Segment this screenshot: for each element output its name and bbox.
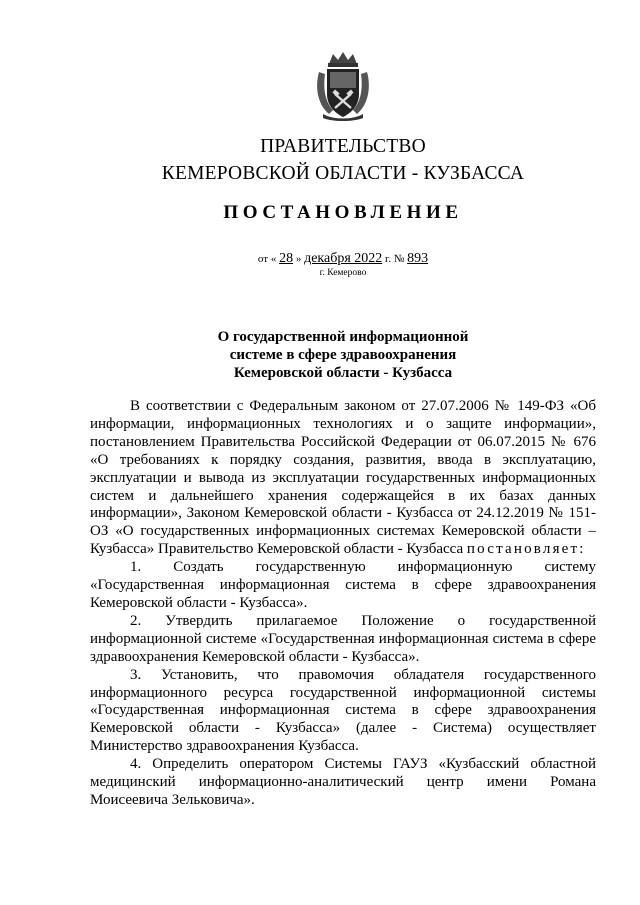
preamble-text: В соответствии с Федеральным законом от 27.07.2006 № 149-ФЗ «Об информации, информационных технологиях и о защите информации», постановлением Правительства Российской Федерации от 06.07.2015 № 676 «О требованиях к порядку создания, развития, ввода в эксплуатацию, эксплуатации и вывода из эксплуатации государственных информационных систем и дальнейшего хранения содержащейся в их базах данных информации», Законом Кемеровской области - Кузбасса от 24.12.2019 № 151-ОЗ «О государственных информационных системах Кемеровской области – Кузбасса» Правительство Кемеровской области - Кузбасса bbox=[90, 398, 596, 558]
clause-4: 4. Определить оператором Системы ГАУЗ «Кузбасский областной медицинский информационно-аналитический центр имени Романа Моисеевича Зельковича». bbox=[90, 756, 596, 808]
date-number-line bbox=[0, 251, 640, 267]
document-type: ПОСТАНОВЛЕНИЕ bbox=[223, 202, 463, 223]
title-line: системе в сфере здравоохранения bbox=[229, 347, 457, 363]
document-number: 893 bbox=[407, 251, 429, 266]
document-body bbox=[90, 398, 596, 810]
clause-3: 3. Установить, что правомочия обладателя государственного информационного ресурса государственной информационной системы «Государственная информационная система в сфере здравоохранения Кемеровской области - Кузбасса» (далее - Система) осуществляет Министерство здравоохранения Кузбасса. bbox=[90, 666, 596, 755]
date-month-year: декабря 2022 bbox=[304, 251, 383, 266]
clause-1: 1. Создать государственную информационную систему «Государственная информационная система в сфере здравоохранения Кемеровской области - Кузбасса». bbox=[90, 559, 596, 611]
org-name-line1: ПРАВИТЕЛЬСТВО bbox=[260, 136, 426, 157]
place-of-issue: г. Кемерово bbox=[319, 268, 367, 278]
number-sign: № bbox=[393, 253, 405, 265]
clause-2: 2. Утвердить прилагаемое Положение о государственной информационной системе «Государственная информационная система в сфере здравоохранения Кемеровской области - Кузбасса». bbox=[90, 612, 596, 665]
org-name-line2: КЕМЕРОВСКОЙ ОБЛАСТИ - КУЗБАССА bbox=[161, 163, 525, 184]
title-line: Кемеровской области - Кузбасса bbox=[233, 365, 453, 381]
resolves-word: постановляет: bbox=[466, 541, 586, 558]
date-day: 28 bbox=[279, 251, 294, 266]
date-prefix: от « bbox=[257, 253, 277, 265]
coat-of-arms-emblem bbox=[313, 50, 373, 122]
preamble-paragraph bbox=[90, 398, 596, 559]
date-mid: » bbox=[295, 253, 302, 265]
title-line: О государственной информационной bbox=[217, 329, 469, 345]
document-title bbox=[0, 328, 640, 382]
date-suffix: г. bbox=[385, 253, 392, 265]
